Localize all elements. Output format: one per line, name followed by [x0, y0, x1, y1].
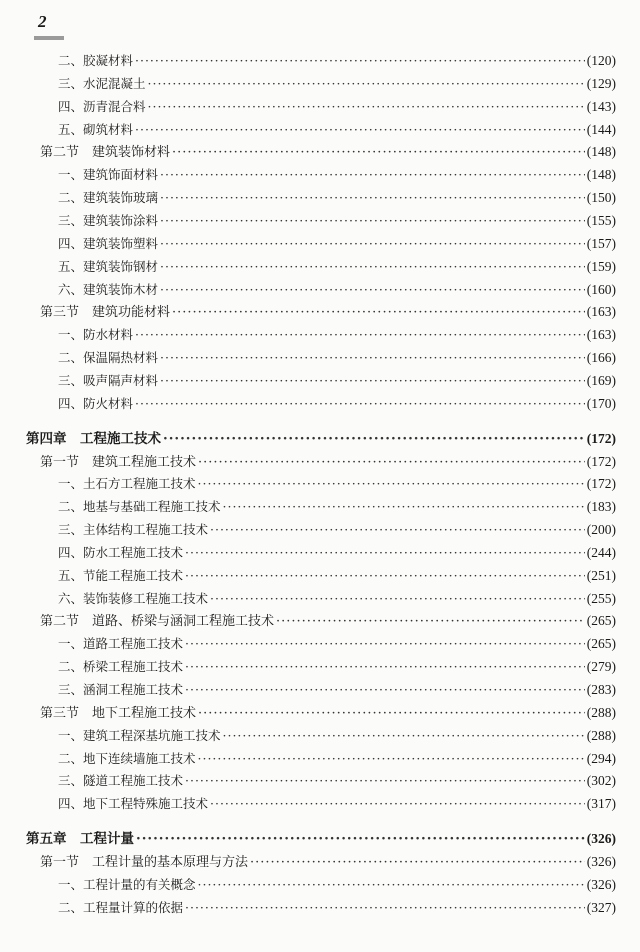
dot-leader [135, 50, 585, 72]
dot-leader [185, 770, 585, 792]
toc-entry-page: (160) [586, 281, 616, 297]
dot-leader [185, 679, 585, 701]
toc-entry-title: 五、砌筑材料 [58, 121, 134, 137]
toc-entry-title: 四、地下工程特殊施工技术 [58, 796, 209, 812]
toc-entry-item [0, 187, 640, 209]
toc-entry-page: (327) [586, 899, 616, 915]
dot-leader [185, 633, 585, 655]
toc-entry-title: 第一节 建筑工程施工技术 [40, 454, 197, 470]
toc-entry-title: 二、胶凝材料 [58, 53, 134, 68]
toc-entry-title: 六、装饰装修工程施工技术 [58, 590, 209, 606]
toc-entry-item [0, 233, 640, 255]
dot-leader [160, 187, 585, 209]
toc-entry-chapter [0, 828, 640, 850]
toc-entry-page: (120) [586, 53, 616, 68]
toc-entry-page: (143) [586, 98, 616, 114]
dot-leader [160, 256, 585, 278]
toc-entry-page: (265) [586, 636, 616, 652]
dot-leader [185, 656, 585, 678]
dot-leader [198, 473, 585, 495]
toc-entry-section [0, 702, 640, 724]
toc-entry-title: 四、沥青混合料 [58, 98, 146, 114]
toc-entry-title: 一、土石方工程施工技术 [58, 476, 196, 492]
toc-entry-item [0, 370, 640, 392]
dot-leader [160, 279, 585, 301]
toc-entry-page: (172) [586, 430, 616, 446]
toc-entry-page: (255) [586, 590, 616, 606]
toc-entry-item [0, 50, 640, 72]
dot-leader [210, 793, 585, 815]
toc-entry-title: 二、地基与基础工程施工技术 [58, 499, 221, 515]
page-number: 2 [38, 12, 47, 31]
toc-entry-page: (265) [586, 613, 616, 629]
dot-leader [172, 142, 585, 164]
toc-entry-page: (163) [586, 327, 616, 343]
dot-leader [148, 96, 585, 118]
toc-entry-page: (129) [586, 75, 616, 91]
dot-leader [198, 748, 585, 770]
dot-leader [160, 164, 585, 186]
dot-leader [276, 611, 585, 633]
toc-entry-section [0, 610, 640, 632]
dot-leader [223, 496, 585, 518]
dot-leader [135, 119, 585, 141]
toc-entry-page: (326) [586, 876, 616, 892]
toc-entry-page: (279) [586, 659, 616, 675]
toc-entry-page: (150) [586, 190, 616, 206]
dot-leader [135, 324, 585, 346]
toc-entry-page: (317) [586, 796, 616, 812]
toc-entry-chapter [0, 428, 640, 450]
toc-entry-section [0, 141, 640, 163]
toc-entry-item [0, 210, 640, 232]
toc-entry-page: (144) [586, 121, 616, 137]
toc-entry-item [0, 588, 640, 610]
toc-entry-page: (148) [586, 167, 616, 183]
toc-entry-title: 三、水泥混凝土 [58, 75, 146, 91]
toc-entry-item [0, 164, 640, 186]
toc-entry-item [0, 73, 640, 95]
toc-entry-title: 三、隧道工程施工技术 [58, 773, 184, 789]
toc-entry-page: (200) [586, 522, 616, 537]
toc-entry-section [0, 301, 640, 323]
toc-entry-title: 二、工程量计算的依据 [58, 899, 184, 915]
toc-entry-page: (302) [586, 773, 616, 789]
toc-entry-title: 四、建筑装饰塑料 [58, 235, 159, 251]
toc-entry-page: (170) [586, 395, 616, 411]
toc-entry-section [0, 451, 640, 473]
toc-entry-title: 一、道路工程施工技术 [58, 636, 184, 652]
dot-leader [185, 565, 585, 587]
toc-entry-page: (169) [586, 372, 616, 388]
dot-leader [250, 852, 585, 874]
toc-entry-title: 第三节 地下工程施工技术 [40, 705, 197, 721]
dot-leader [223, 725, 585, 747]
toc-entry-title: 第四章 工程施工技术 [26, 430, 161, 447]
toc-entry-item [0, 519, 640, 541]
dot-leader [160, 347, 585, 369]
toc-entry-item [0, 897, 640, 919]
dot-leader [163, 428, 585, 450]
toc-entry-item [0, 96, 640, 118]
toc-entry-title: 三、涵洞工程施工技术 [58, 682, 184, 697]
toc-entry-title: 第五章 工程计量 [26, 831, 134, 848]
toc-entry-page: (163) [586, 304, 616, 320]
dot-leader [185, 897, 585, 919]
dot-leader [148, 73, 585, 95]
toc-entry-title: 六、建筑装饰木材 [58, 281, 159, 297]
toc-entry-item [0, 393, 640, 415]
toc-entry-item [0, 496, 640, 518]
toc-entry-page: (251) [586, 567, 616, 583]
dot-leader [160, 210, 585, 232]
dot-leader [160, 370, 585, 392]
toc-entry-title: 三、建筑装饰涂料 [58, 212, 159, 228]
toc-entry-page: (288) [586, 727, 616, 743]
toc-entry-title: 二、保温隔热材料 [58, 350, 159, 366]
toc-entry-item [0, 748, 640, 770]
toc-entry-page: (183) [586, 499, 616, 515]
toc-entry-page: (172) [586, 476, 616, 492]
toc-entry-page: (166) [586, 350, 616, 366]
header-rule [34, 36, 64, 40]
toc-entry-page: (283) [586, 682, 616, 697]
toc-entry-item [0, 119, 640, 141]
toc-entry-item [0, 542, 640, 564]
dot-leader [185, 542, 585, 564]
toc-entry-title: 第二节 道路、桥梁与涵洞工程施工技术 [40, 614, 275, 630]
dot-leader [198, 452, 585, 474]
toc-entry-title: 三、吸声隔声材料 [58, 372, 159, 388]
toc-entry-title: 第一节 工程计量的基本原理与方法 [40, 854, 249, 870]
toc-entry-item [0, 565, 640, 587]
toc-entry-page: (326) [586, 853, 616, 869]
toc-entry-title: 四、防水工程施工技术 [58, 544, 184, 560]
dot-leader [135, 393, 585, 415]
toc-entry-item [0, 679, 640, 701]
dot-leader [210, 588, 585, 610]
dot-leader [136, 828, 585, 850]
dot-leader [210, 519, 585, 541]
toc-entry-item [0, 324, 640, 346]
dot-leader [172, 302, 585, 324]
toc-entry-title: 五、节能工程施工技术 [58, 567, 184, 583]
toc-entry-item [0, 256, 640, 278]
toc-entry-title: 第二节 建筑装饰材料 [40, 145, 171, 161]
toc-entry-title: 三、主体结构工程施工技术 [58, 522, 209, 537]
toc-entry-title: 第三节 建筑功能材料 [40, 305, 171, 321]
toc-entry-item [0, 656, 640, 678]
toc-entry-item [0, 279, 640, 301]
toc-entry-title: 四、防火材料 [58, 395, 134, 411]
toc-entry-title: 五、建筑装饰钢材 [58, 258, 159, 274]
toc-entry-title: 一、建筑工程深基坑施工技术 [58, 727, 221, 743]
toc-entry-page: (244) [586, 544, 616, 560]
toc-entry-item [0, 347, 640, 369]
toc-entry-item [0, 725, 640, 747]
dot-leader [160, 233, 585, 255]
toc-entry-page: (326) [586, 831, 616, 847]
toc-entry-page: (159) [586, 258, 616, 274]
toc-entry-page: (155) [586, 212, 616, 228]
toc-entry-page: (294) [586, 750, 616, 766]
toc-entry-page: (157) [586, 235, 616, 251]
toc-entry-title: 一、工程计量的有关概念 [58, 876, 196, 892]
toc-entry-item [0, 793, 640, 815]
toc-entry-item [0, 874, 640, 896]
toc-entry-title: 二、桥梁工程施工技术 [58, 659, 184, 675]
toc-entry-item [0, 770, 640, 792]
toc-entry-title: 二、地下连续墙施工技术 [58, 750, 196, 766]
toc-entry-item [0, 473, 640, 495]
toc-entry-title: 二、建筑装饰玻璃 [58, 190, 159, 206]
toc-entry-item [0, 633, 640, 655]
toc-entry-title: 一、防水材料 [58, 327, 134, 343]
toc-entry-page: (172) [586, 453, 616, 469]
toc-entry-page: (148) [586, 144, 616, 160]
dot-leader [198, 703, 585, 725]
dot-leader [198, 874, 585, 896]
toc-entry-page: (288) [586, 704, 616, 720]
toc-entry-section [0, 851, 640, 873]
toc-entry-title: 一、建筑饰面材料 [58, 167, 159, 183]
